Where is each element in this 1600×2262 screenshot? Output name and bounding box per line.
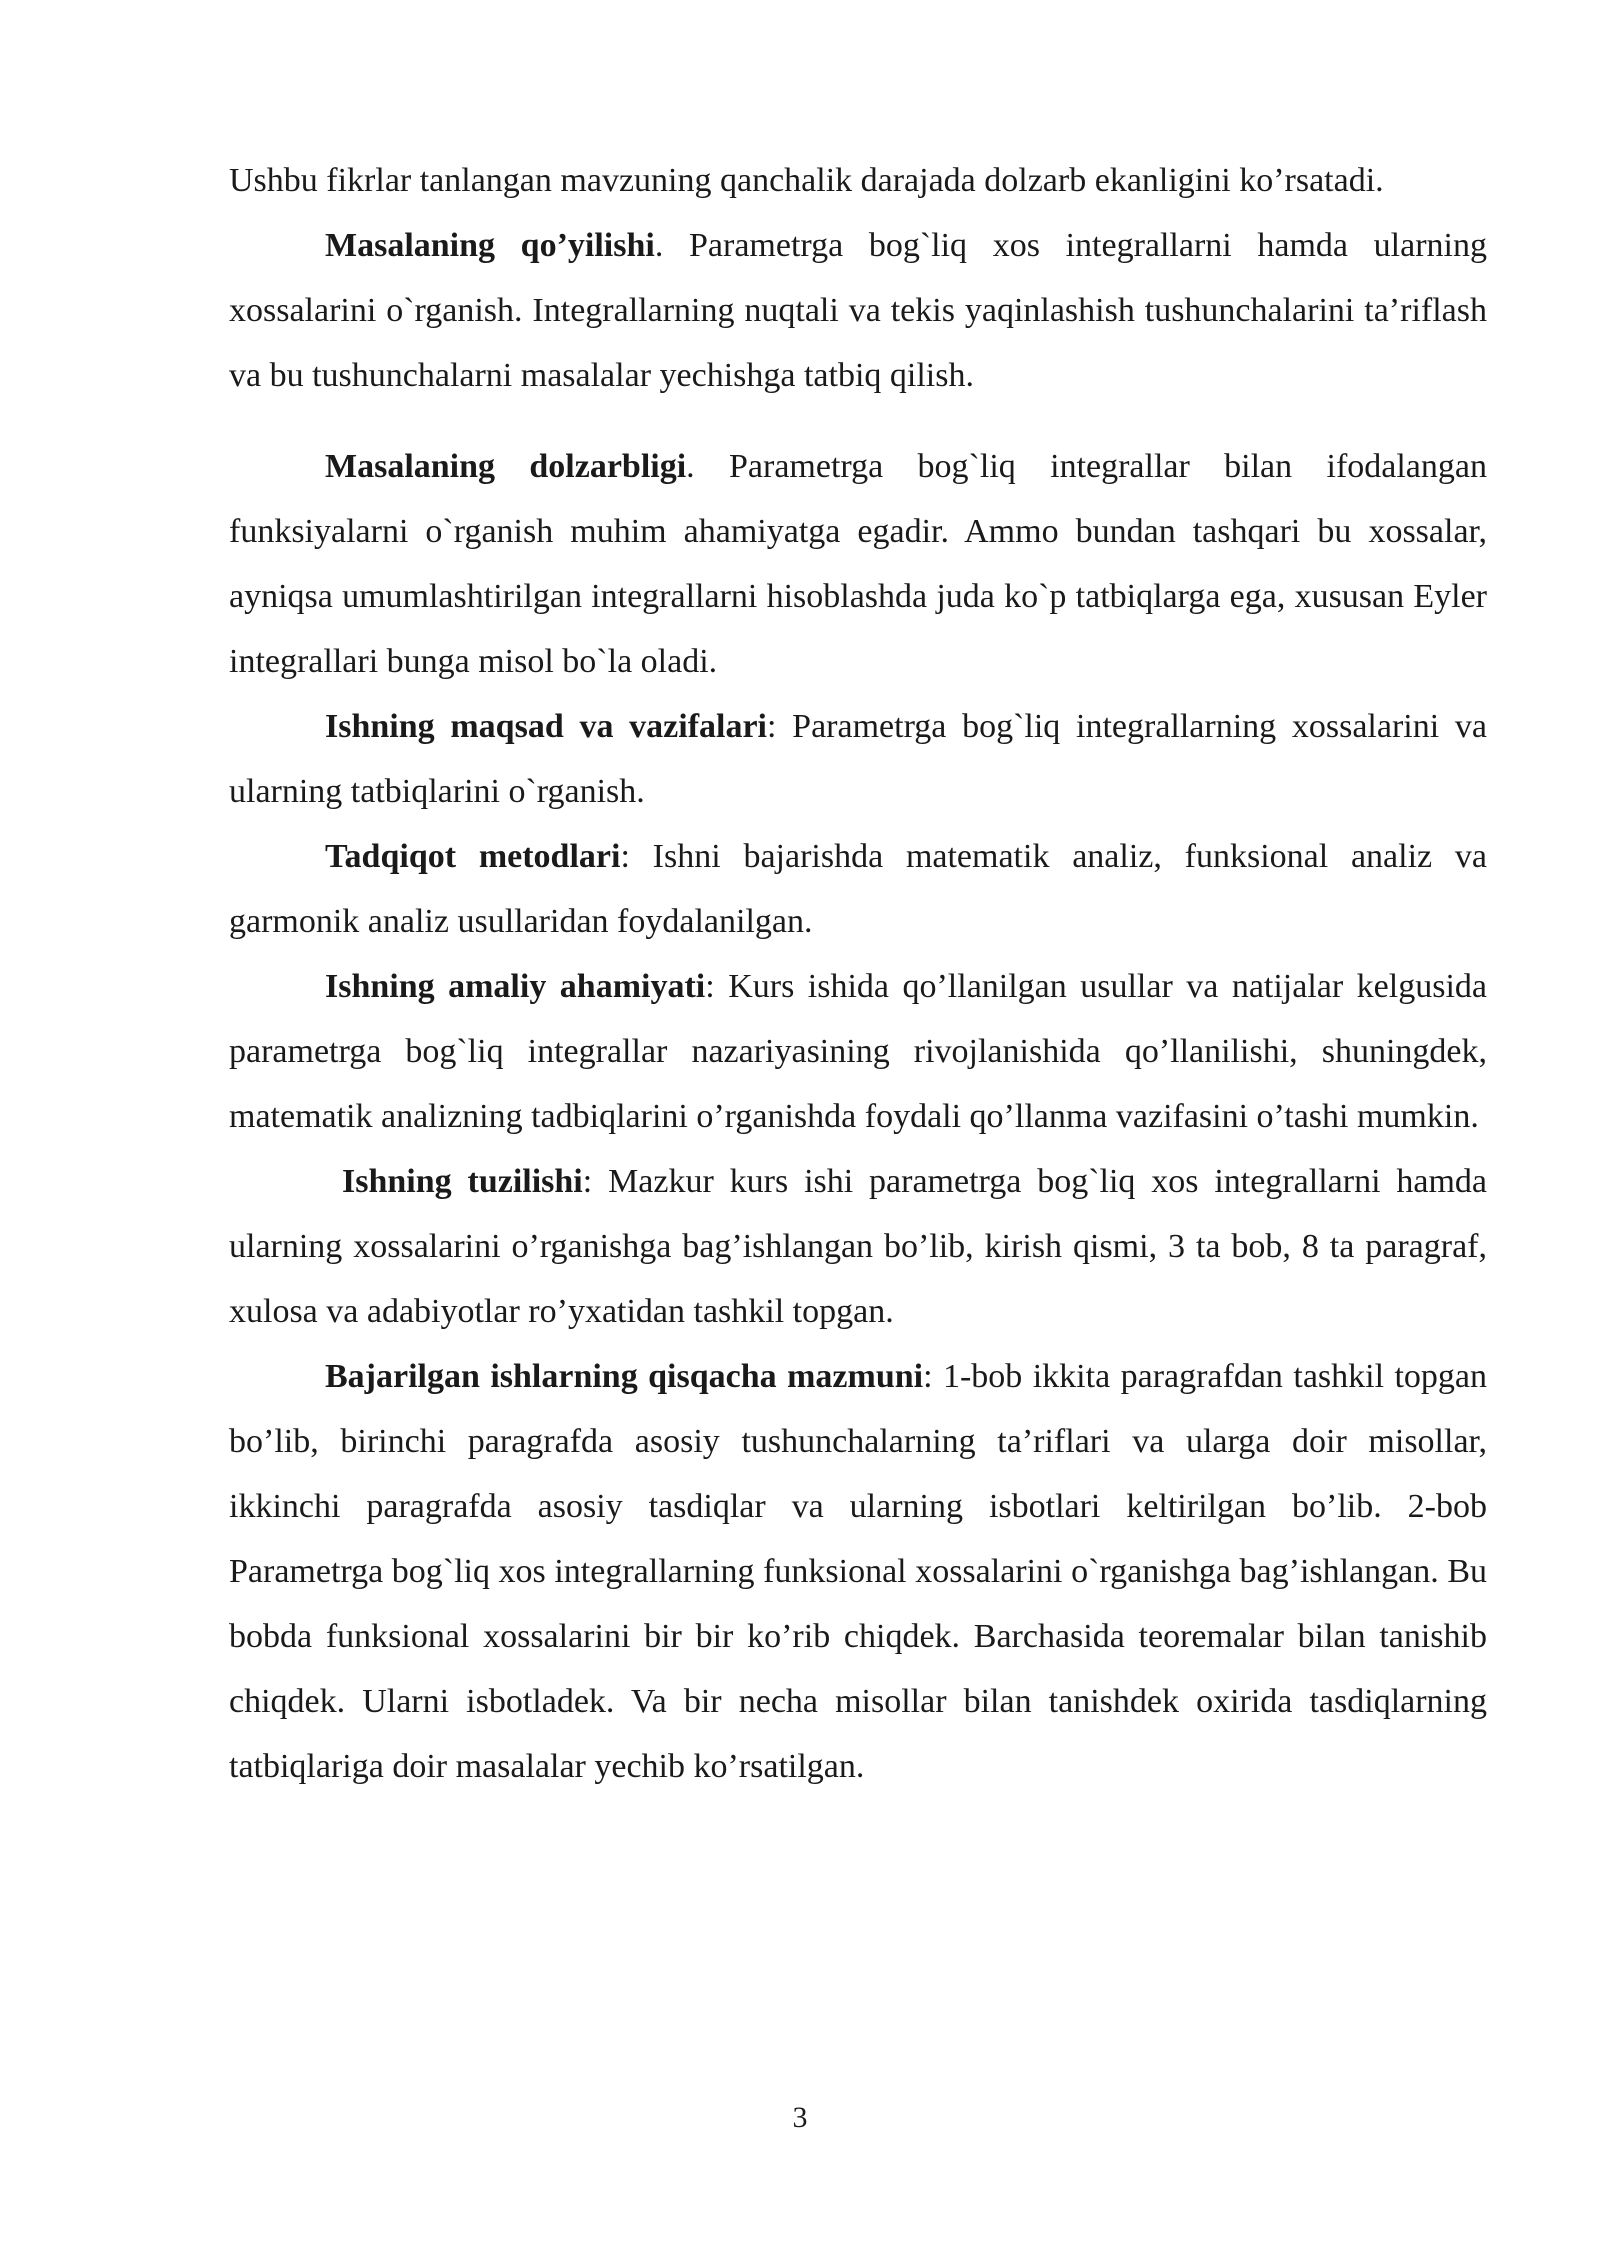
practical-significance-heading: Ishning amaliy ahamiyati (325, 968, 706, 1005)
relevance-text: Parametrga bog`liq integrallar bilan ifodalangan funksiyalarni o`rganish muhim ahamiyatga egadir. Ammo bundan tashqari bu xossalar, ayniqsa umumlashtirilgan integrallarni hisoblashda juda ko`p tatbiqlarga ega, xususan Eyler integrallari bunga misol bo`la oladi. (229, 448, 1487, 680)
methods-heading: Tadqiqot metodlari (325, 838, 621, 875)
summary-text: 1-bob ikkita paragrafdan tashkil topgan bo’lib, birinchi paragrafda asosiy tushunchalarning ta’riflari va ularga doir misollar, ikkinchi paragrafda asosiy tasdiqlar va ularning isbotlari keltirilgan bo’lib. 2-bob Parametrga bog`liq xos integrallarning funksional xossalarini o`rganishga bag’ishlangan. Bu bobda funksional xossalarini bir bir ko’rib chiqdek. Barchasida teoremalar bilan tanishib chiqdek. Ularni isbotladek. Va bir necha misollar bilan tanishdek oxirida tasdiqlarning tatbiqlariga doir masalalar yechib ko’rsatilgan. (229, 1358, 1488, 1785)
page-body (229, 148, 1487, 1799)
page-number: 3 (792, 2101, 808, 2134)
relevance-paragraph (229, 434, 1487, 694)
methods-text: Ishni bajarishda matematik analiz, funksional analiz va garmonik analiz usullaridan foydalanilgan. (229, 838, 1487, 940)
practical-significance-separator: : (705, 968, 715, 1005)
summary-separator: : (923, 1358, 933, 1395)
problem-statement-separator: . (654, 227, 664, 264)
goals-text: Parametrga bog`liq integrallarning xossalarini va ularning tatbiqlarini o`rganish. (229, 708, 1487, 810)
structure-paragraph (229, 1149, 1487, 1344)
problem-statement-paragraph (229, 213, 1487, 408)
summary-paragraph (229, 1344, 1487, 1799)
relevance-separator: . (686, 448, 695, 485)
structure-heading: Ishning tuzilishi (342, 1163, 583, 1200)
practical-significance-paragraph (229, 954, 1487, 1149)
intro-text: Ushbu fikrlar tanlangan mavzuning qanchalik darajada dolzarb ekanligini ko’rsatadi. (229, 162, 1384, 199)
structure-text: Mazkur kurs ishi parametrga bog`liq xos integrallarni hamda ularning xossalarini o’rganishga bag’ishlangan bo’lib, kirish qismi, 3 ta bob, 8 ta paragraf, xulosa va adabiyotlar ro’yxatidan tashkil topgan. (229, 1163, 1487, 1330)
goals-heading: Ishning maqsad va vazifalari (325, 708, 767, 745)
goals-paragraph (229, 694, 1487, 824)
methods-paragraph (229, 824, 1487, 954)
goals-separator: : (767, 708, 777, 745)
intro-paragraph (229, 148, 1487, 213)
structure-separator: : (582, 1163, 593, 1200)
relevance-heading: Masalaning dolzarbligi (325, 448, 687, 485)
practical-significance-text: Kurs ishida qo’llanilgan usullar va natijalar kelgusida parametrga bog`liq integrallar nazariyasining rivojlanishida qo’llanilishi, shuningdek, matematik analizning tadbiqlarini o’rganishda foydali qo’llanma vazifasini o’tashi mumkin. (229, 968, 1487, 1135)
summary-heading: Bajarilgan ishlarning qisqacha mazmuni (325, 1358, 924, 1395)
problem-statement-heading: Masalaning qo’yilishi (325, 227, 655, 264)
methods-separator: : (620, 838, 630, 875)
problem-statement-text: Parametrga bog`liq xos integrallarni hamda ularning xossalarini o`rganish. Integrallarning nuqtali va tekis yaqinlashish tushunchalarini ta’riflash va bu tushunchalarni masalalar yechishga tatbiq qilish. (229, 227, 1487, 394)
